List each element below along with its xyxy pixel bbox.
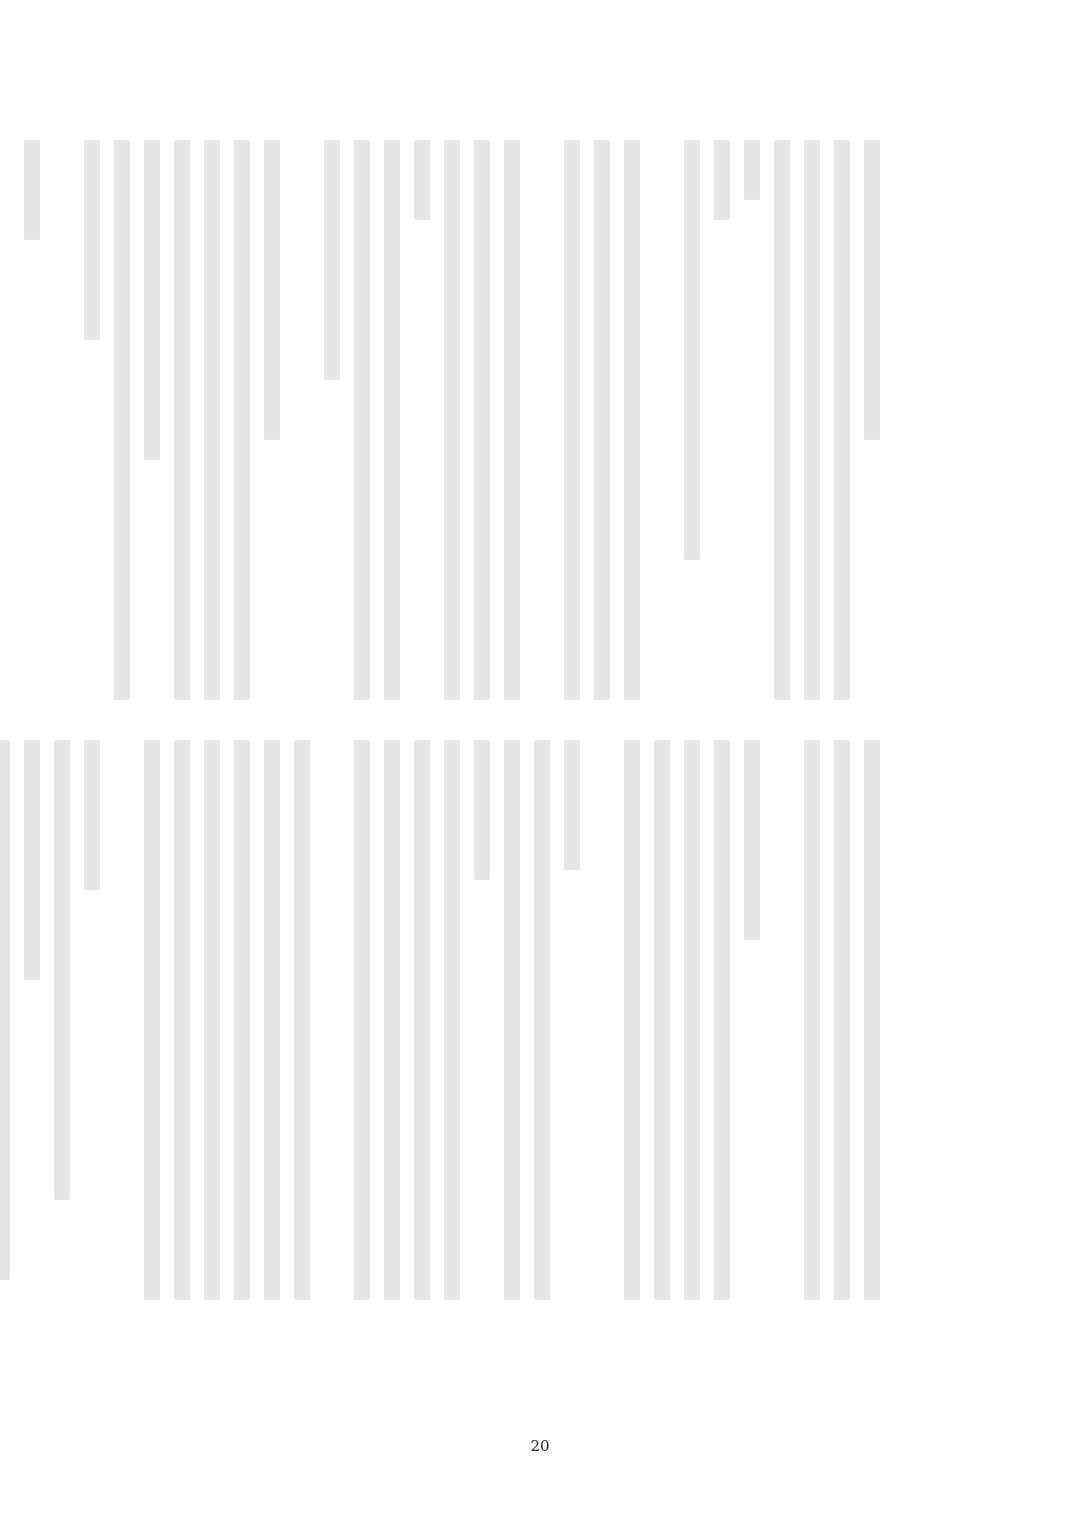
text-column-placeholder [174, 740, 190, 1300]
text-column-placeholder [414, 740, 430, 1300]
text-column-placeholder [144, 740, 160, 1300]
text-column-placeholder [294, 740, 310, 1300]
text-column-placeholder [654, 740, 670, 1300]
text-column-placeholder [264, 740, 280, 1300]
text-column-placeholder [384, 740, 400, 1300]
text-column-placeholder [744, 740, 760, 940]
text-column-placeholder [354, 140, 370, 700]
text-column-placeholder [414, 140, 430, 220]
text-column-placeholder [324, 140, 340, 380]
text-column-placeholder [864, 740, 880, 1300]
text-column-placeholder [54, 740, 70, 1200]
text-column-placeholder [174, 140, 190, 700]
text-column-placeholder [144, 140, 160, 460]
text-column-placeholder [84, 740, 100, 890]
text-column-placeholder [24, 140, 40, 240]
text-column-placeholder [834, 740, 850, 1300]
text-column-placeholder [234, 740, 250, 1300]
text-column-placeholder [684, 140, 700, 560]
text-column-placeholder [684, 740, 700, 1300]
text-column-placeholder [744, 140, 760, 200]
text-column-placeholder [504, 140, 520, 700]
text-column-placeholder [624, 140, 640, 700]
text-column-placeholder [84, 140, 100, 340]
text-column-placeholder [774, 140, 790, 700]
page-number: 20 [530, 1437, 550, 1455]
text-column-placeholder [804, 740, 820, 1300]
text-column-placeholder [564, 740, 580, 870]
text-column-placeholder [864, 140, 880, 440]
text-column-placeholder [24, 740, 40, 980]
text-column-placeholder [114, 140, 130, 700]
text-column-placeholder [204, 140, 220, 700]
text-column-placeholder [714, 140, 730, 220]
text-column-placeholder [204, 740, 220, 1300]
text-column-placeholder [384, 140, 400, 700]
text-column-placeholder [714, 740, 730, 1300]
text-column-placeholder [474, 740, 490, 880]
upper-text-block [24, 140, 880, 700]
text-column-placeholder [264, 140, 280, 440]
text-column-placeholder [444, 140, 460, 700]
lower-text-block [0, 740, 880, 1300]
text-column-placeholder [474, 140, 490, 700]
text-column-placeholder [534, 740, 550, 1300]
text-column-placeholder [0, 740, 10, 1280]
text-column-placeholder [234, 140, 250, 700]
text-column-placeholder [504, 740, 520, 1300]
text-column-placeholder [564, 140, 580, 700]
text-column-placeholder [444, 740, 460, 1300]
text-column-placeholder [624, 740, 640, 1300]
text-column-placeholder [594, 140, 610, 700]
text-column-placeholder [804, 140, 820, 700]
text-column-placeholder [834, 140, 850, 700]
text-column-placeholder [354, 740, 370, 1300]
